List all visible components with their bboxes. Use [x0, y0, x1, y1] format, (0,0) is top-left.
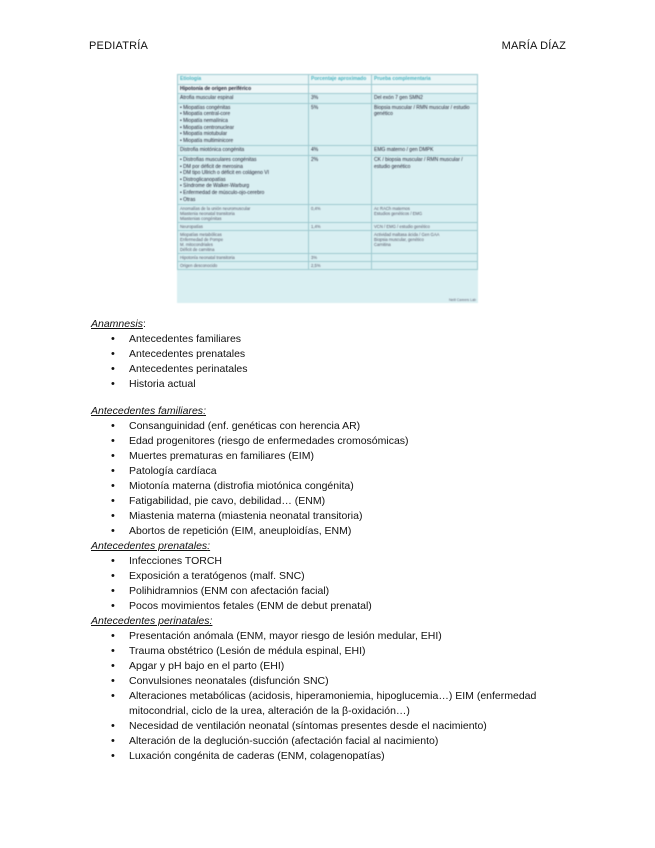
table-row	[178, 103, 478, 146]
table-row	[178, 262, 478, 270]
list-item: • Historia actual	[91, 377, 571, 392]
document-body	[91, 317, 571, 764]
list-item: • Necesidad de ventilación neonatal (síntomas presentes desde el nacimiento)	[91, 719, 571, 734]
list-item: • Alteraciones metabólicas (acidosis, hiperamoniemia, hipoglucemia…) EIM (enfermedad mitocondrial, ciclo de la urea, alteración de la β-oxidación…)	[91, 689, 571, 719]
familiares-list	[91, 419, 571, 539]
table-header-cell: Prueba complementaria	[372, 75, 478, 85]
list-item: • Infecciones TORCH	[91, 554, 571, 569]
table-row	[178, 146, 478, 156]
colon: :	[203, 405, 206, 417]
table-cell: 4%	[309, 146, 372, 156]
table-cell: • Miopatías congénitas • Miopatía central-core • Miopatía nemalínica • Miopatía centronuclear • Miopatía miotubular • Miopatía multiminicore	[178, 103, 309, 146]
table-cell: Neuropatías	[178, 223, 309, 231]
list-item: • Alteración de la deglución-succión (afectación facial al nacimiento)	[91, 734, 571, 749]
prenatales-list	[91, 554, 571, 614]
table-row	[178, 254, 478, 262]
list-item: • Antecedentes prenatales	[91, 347, 571, 362]
list-item: • Miastenia materna (miastenia neonatal transitoria)	[91, 509, 571, 524]
table-cell: • Distrofias musculares congénitas • DM por déficit de merosina • DM tipo Ullrich o déficit en colágeno VI • Distroglicanopatías • Síndrome de Walker-Warburg • Enfermedad de músculo-ojo-cerebro • Otras	[178, 155, 309, 204]
section-title: Antecedentes prenatales	[91, 540, 208, 552]
table-cell: 2,5%	[309, 262, 372, 270]
list-item: • Luxación congénita de caderas (ENM, colagenopatías)	[91, 749, 571, 764]
section-title: Anamnesis	[91, 318, 143, 330]
table-row	[178, 223, 478, 231]
list-item: • Apgar y pH bajo en el parto (EHI)	[91, 659, 571, 674]
colon: :	[209, 615, 213, 627]
table-cell: 3%	[309, 254, 372, 262]
table-cell: Del exón 7 gen SMN2	[372, 94, 478, 104]
table-cell: Atrofia muscular espinal	[178, 94, 309, 104]
etiology-table-image	[177, 74, 478, 303]
table-group-title: Hipotonía de origen periférico	[178, 84, 309, 94]
list-item: • Patología cardíaca	[91, 464, 571, 479]
table-row	[178, 94, 478, 104]
list-item: • Exposición a teratógenos (malf. SNC)	[91, 569, 571, 584]
table-credit: Neill Careers Lab	[448, 298, 476, 302]
table-cell: EMG materno / gen DMPK	[372, 146, 478, 156]
header-left: PEDIATRÍA	[89, 40, 149, 52]
colon: :	[207, 540, 211, 552]
table-header-row	[178, 75, 478, 85]
colon: :	[142, 318, 146, 330]
list-item: • Antecedentes perinatales	[91, 362, 571, 377]
list-item: • Antecedentes familiares	[91, 332, 571, 347]
list-item: • Muertes prematuras en familiares (EIM)	[91, 449, 571, 464]
table-cell	[372, 262, 478, 270]
table-row	[178, 205, 478, 223]
table-header-cell: Etiología	[178, 75, 309, 85]
table-header-cell: Porcentaje aproximado	[309, 75, 372, 85]
table-cell	[372, 254, 478, 262]
perinatales-list	[91, 629, 571, 764]
table-cell: 2%	[309, 155, 372, 204]
table-cell: Actividad maltasa ácida / Gen GAA Biopsia muscular, genético Carnitina	[372, 231, 478, 254]
list-item: • Fatigabilidad, pie cavo, debilidad… (ENM)	[91, 494, 571, 509]
table-cell: Ac RACh maternos Estudios genéticos / EMG	[372, 205, 478, 223]
section-title: Antecedentes familiares	[91, 405, 204, 417]
table-cell: CK / biopsia muscular / RMN muscular / estudio genético	[372, 155, 478, 204]
table-cell: 3%	[309, 94, 372, 104]
table-cell: Miopatías metabólicas Enfermedad de Pompe M. mitocondriales Déficit de carnitina	[178, 231, 309, 254]
list-item: • Convulsiones neonatales (disfunción SNC)	[91, 674, 571, 689]
list-item: • Pocos movimientos fetales (ENM de debut prenatal)	[91, 599, 571, 614]
table-cell: Biopsia muscular / RMN muscular / estudio genético	[372, 103, 478, 146]
table-cell: 0,4%	[309, 205, 372, 223]
table-group-row	[178, 84, 478, 94]
table-cell: Anomalías de la unión neuromuscular Miastenia neonatal transitoria Miastenias congénitas	[178, 205, 309, 223]
table-cell: VCN / EMG / estudio genético	[372, 223, 478, 231]
list-item: • Polihidramnios (ENM con afectación facial)	[91, 584, 571, 599]
table-cell: Origen desconocido	[178, 262, 309, 270]
list-item: • Consanguinidad (enf. genéticas con herencia AR)	[91, 419, 571, 434]
list-item: • Abortos de repetición (EIM, aneuploidías, ENM)	[91, 524, 571, 539]
section-title: Antecedentes perinatales	[91, 615, 210, 627]
table-cell: 5%	[309, 103, 372, 146]
list-item: • Trauma obstétrico (Lesión de médula espinal, EHI)	[91, 644, 571, 659]
table-row	[178, 231, 478, 254]
list-item: • Presentación anómala (ENM, mayor riesgo de lesión medular, EHI)	[91, 629, 571, 644]
list-item: • Miotonía materna (distrofia miotónica congénita)	[91, 479, 571, 494]
table-cell: Distrofia miotónica congénita	[178, 146, 309, 156]
list-item: • Edad progenitores (riesgo de enfermedades cromosómicas)	[91, 434, 571, 449]
anamnesis-list	[91, 332, 571, 392]
table-cell: Hipotonía neonatal transitoria	[178, 254, 309, 262]
table-cell	[309, 231, 372, 254]
table-cell: 1,4%	[309, 223, 372, 231]
table-row	[178, 155, 478, 204]
header-right: MARÍA DÍAZ	[501, 40, 566, 52]
